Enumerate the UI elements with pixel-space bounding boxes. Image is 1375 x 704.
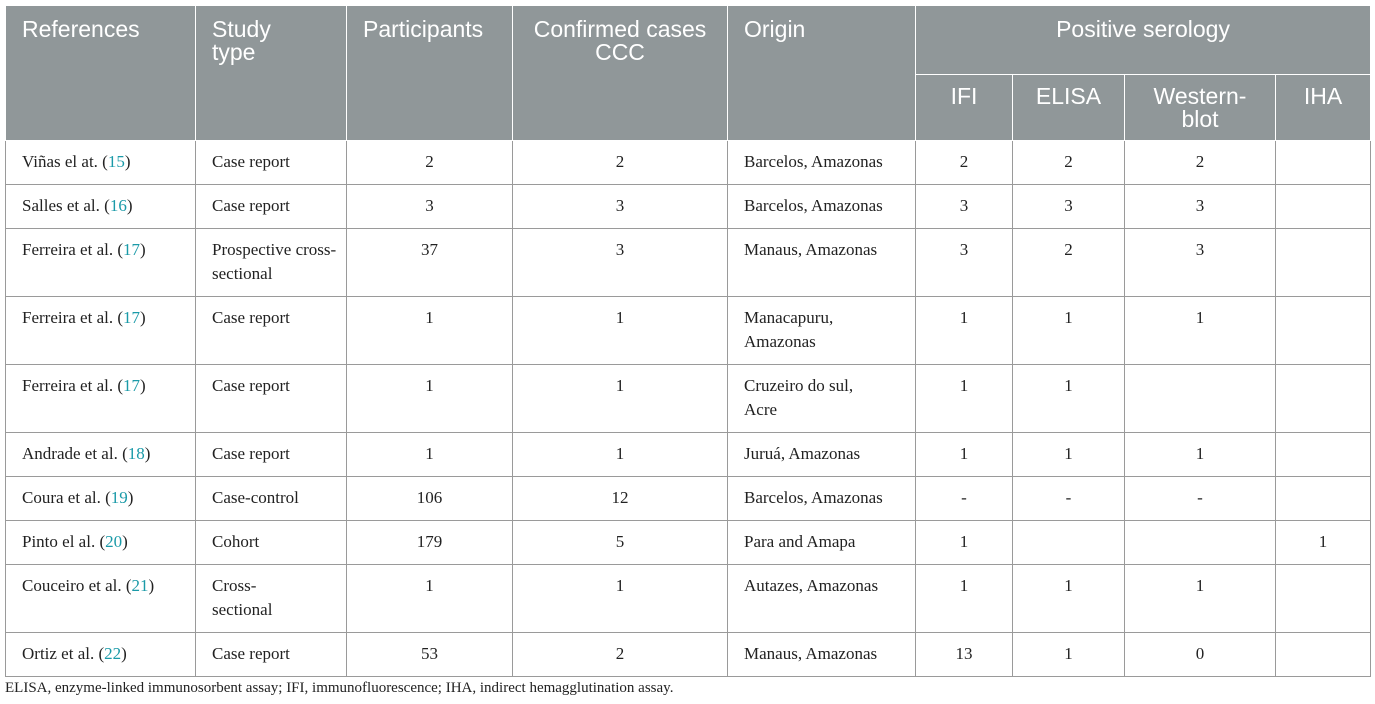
cell-reference: Ferreira et al. (17): [6, 229, 196, 297]
cell-ifi: 3: [916, 229, 1013, 297]
header-row: [6, 6, 1371, 75]
cell-elisa: 1: [1013, 365, 1125, 433]
cell-participants: 1: [347, 433, 513, 477]
cell-elisa: 2: [1013, 141, 1125, 185]
cell-study-type: Case report: [196, 141, 347, 185]
cell-participants: 53: [347, 633, 513, 677]
header-participants: Participants: [347, 6, 513, 141]
cell-iha: [1276, 433, 1371, 477]
table-footnote: ELISA, enzyme-linked immunosorbent assay; IFI, immunofluorescence; IHA, indirect hemagglutination assay.: [5, 680, 674, 696]
cell-origin: Cruzeiro do sul, Acre: [728, 365, 916, 433]
cell-elisa: 1: [1013, 633, 1125, 677]
cell-participants: 106: [347, 477, 513, 521]
cell-study-type: Prospective cross-sectional: [196, 229, 347, 297]
cell-western-blot: [1125, 521, 1276, 565]
cell-ifi: 13: [916, 633, 1013, 677]
reference-link[interactable]: 16: [109, 196, 127, 215]
table-row: [6, 433, 1371, 477]
cell-ifi: 3: [916, 185, 1013, 229]
reference-link[interactable]: 17: [123, 308, 140, 327]
cell-iha: [1276, 565, 1371, 633]
cell-iha: [1276, 297, 1371, 365]
cell-origin: Manaus, Amazonas: [728, 229, 916, 297]
table-row: [6, 141, 1371, 185]
reference-link[interactable]: 15: [107, 152, 125, 171]
cell-western-blot: 1: [1125, 433, 1276, 477]
cell-ifi: 1: [916, 521, 1013, 565]
cell-iha: 1: [1276, 521, 1371, 565]
cell-origin: Autazes, Amazonas: [728, 565, 916, 633]
header-confirmed-cases: Confirmed cases CCC: [513, 6, 728, 141]
cell-participants: 1: [347, 365, 513, 433]
cell-participants: 2: [347, 141, 513, 185]
cell-origin: Barcelos, Amazonas: [728, 185, 916, 229]
cell-study-type: Case report: [196, 433, 347, 477]
cell-ifi: -: [916, 477, 1013, 521]
cell-study-type: Cohort: [196, 521, 347, 565]
cell-reference: Andrade et al. (18): [6, 433, 196, 477]
cell-confirmed: 3: [513, 229, 728, 297]
reference-link[interactable]: 17: [123, 240, 140, 259]
cell-origin: Para and Amapa: [728, 521, 916, 565]
header-ifi: IFI: [916, 75, 1013, 141]
cell-participants: 37: [347, 229, 513, 297]
cell-elisa: [1013, 521, 1125, 565]
cell-western-blot: 1: [1125, 565, 1276, 633]
cell-reference: Ferreira et al. (17): [6, 297, 196, 365]
cell-elisa: 1: [1013, 565, 1125, 633]
cell-iha: [1276, 365, 1371, 433]
cell-participants: 179: [347, 521, 513, 565]
cell-reference: Viñas el at. (15): [6, 141, 196, 185]
cell-study-type: Case report: [196, 297, 347, 365]
cell-western-blot: 2: [1125, 141, 1276, 185]
cell-confirmed: 5: [513, 521, 728, 565]
cell-elisa: -: [1013, 477, 1125, 521]
cell-western-blot: 1: [1125, 297, 1276, 365]
cell-ifi: 1: [916, 433, 1013, 477]
cell-study-type: Cross-sectional: [196, 565, 347, 633]
header-iha: IHA: [1276, 75, 1371, 141]
reference-link[interactable]: 20: [105, 532, 123, 551]
table-row: [6, 365, 1371, 433]
cell-reference: Coura et al. (19): [6, 477, 196, 521]
cell-origin: Manaus, Amazonas: [728, 633, 916, 677]
cell-elisa: 2: [1013, 229, 1125, 297]
cell-elisa: 1: [1013, 297, 1125, 365]
cell-iha: [1276, 141, 1371, 185]
cell-iha: [1276, 229, 1371, 297]
header-western-blot: Western-blot: [1125, 75, 1276, 141]
cell-participants: 1: [347, 565, 513, 633]
header-references: References: [6, 6, 196, 141]
cell-confirmed: 1: [513, 365, 728, 433]
table-row: [6, 633, 1371, 677]
reference-link[interactable]: 21: [131, 576, 149, 595]
cell-study-type: Case report: [196, 365, 347, 433]
reference-link[interactable]: 17: [123, 376, 140, 395]
cell-iha: [1276, 185, 1371, 229]
cell-confirmed: 2: [513, 141, 728, 185]
reference-link[interactable]: 19: [110, 488, 128, 507]
cell-reference: Ferreira et al. (17): [6, 365, 196, 433]
cell-reference: Ortiz et al. (22): [6, 633, 196, 677]
cell-confirmed: 12: [513, 477, 728, 521]
table-row: [6, 297, 1371, 365]
studies-table: [5, 5, 1371, 677]
cell-elisa: 1: [1013, 433, 1125, 477]
reference-link[interactable]: 22: [104, 644, 122, 663]
cell-confirmed: 1: [513, 565, 728, 633]
table-row: [6, 185, 1371, 229]
cell-reference: Pinto el al. (20): [6, 521, 196, 565]
cell-study-type: Case report: [196, 633, 347, 677]
reference-link[interactable]: 18: [127, 444, 145, 463]
table-row: [6, 521, 1371, 565]
cell-study-type: Case-control: [196, 477, 347, 521]
header-positive-serology: Positive serology: [916, 6, 1371, 75]
cell-ifi: 2: [916, 141, 1013, 185]
cell-participants: 3: [347, 185, 513, 229]
cell-study-type: Case report: [196, 185, 347, 229]
table-row: [6, 477, 1371, 521]
table-body: [6, 141, 1371, 677]
cell-iha: [1276, 633, 1371, 677]
cell-elisa: 3: [1013, 185, 1125, 229]
cell-western-blot: 3: [1125, 185, 1276, 229]
cell-origin: Manacapuru, Amazonas: [728, 297, 916, 365]
cell-reference: Salles et al. (16): [6, 185, 196, 229]
cell-western-blot: 0: [1125, 633, 1276, 677]
cell-ifi: 1: [916, 565, 1013, 633]
cell-western-blot: 3: [1125, 229, 1276, 297]
cell-participants: 1: [347, 297, 513, 365]
cell-confirmed: 3: [513, 185, 728, 229]
cell-western-blot: -: [1125, 477, 1276, 521]
cell-ifi: 1: [916, 297, 1013, 365]
cell-western-blot: [1125, 365, 1276, 433]
cell-origin: Juruá, Amazonas: [728, 433, 916, 477]
table-row: [6, 229, 1371, 297]
cell-confirmed: 1: [513, 297, 728, 365]
cell-origin: Barcelos, Amazonas: [728, 477, 916, 521]
cell-confirmed: 1: [513, 433, 728, 477]
cell-iha: [1276, 477, 1371, 521]
cell-reference: Couceiro et al. (21): [6, 565, 196, 633]
cell-confirmed: 2: [513, 633, 728, 677]
header-elisa: ELISA: [1013, 75, 1125, 141]
header-origin: Origin: [728, 6, 916, 141]
cell-origin: Barcelos, Amazonas: [728, 141, 916, 185]
table-row: [6, 565, 1371, 633]
header-study-type: Study type: [196, 6, 347, 141]
cell-ifi: 1: [916, 365, 1013, 433]
